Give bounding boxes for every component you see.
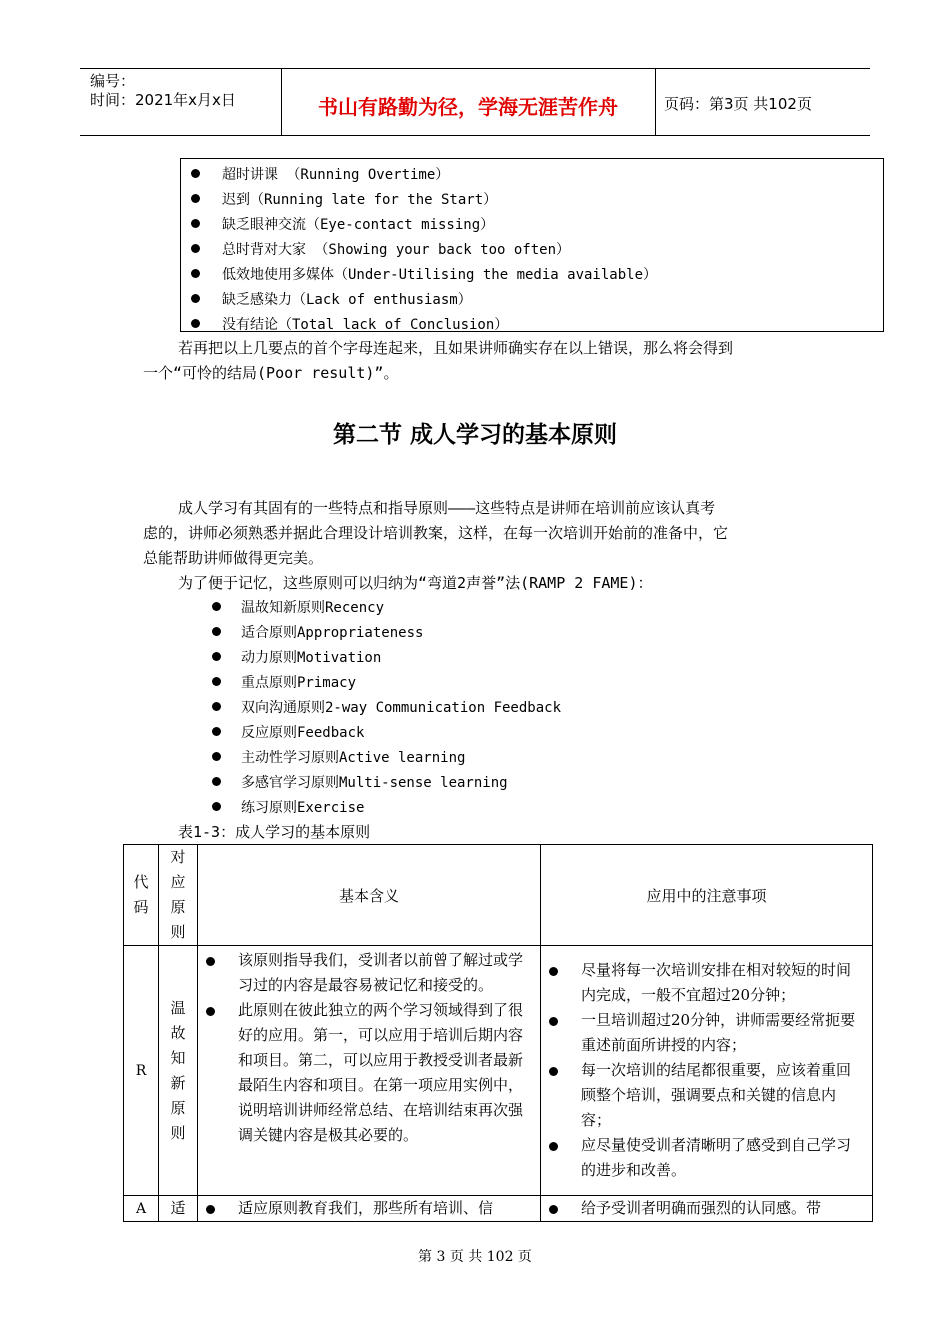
notes-cell (541, 1196, 873, 1222)
header-motto: 书山有路勤为径，学海无涯苦作舟 (318, 95, 618, 119)
header-bottom-rule (80, 135, 870, 136)
list-item: 每一次培训的结尾都很重要，应该着重回顾整个培训，强调要点和关键的信息内容； (547, 1058, 864, 1133)
principle-cell: 温故知新原则 (159, 946, 198, 1196)
list-item: 适应原则教育我们，那些所有培训、信 (204, 1196, 532, 1221)
header-cell: 代码 (124, 845, 159, 946)
paragraph: 为了便于记忆，这些原则可以归纳为“弯道2声誉”法(RAMP 2 FAME)： (178, 574, 653, 592)
list-item: 尽量将每一次培训安排在相对较短的时间内完成，一般不宜超过20分钟； (547, 958, 864, 1008)
list-item: 缺乏眼神交流（Eye-contact missing） (191, 213, 883, 238)
mistakes-box (180, 158, 884, 332)
list-item: 重点原则Primacy (212, 671, 561, 696)
header-cell: 对应原则 (159, 845, 198, 946)
bullet-icon (212, 777, 221, 786)
date-label: 时间：2021年x月x日 (90, 91, 236, 109)
bullet-icon (206, 957, 215, 966)
list-item: 动力原则Motivation (212, 646, 561, 671)
bullet-icon (191, 194, 200, 203)
bullet-icon (206, 1205, 215, 1214)
list-item: 迟到（Running late for the Start） (191, 188, 883, 213)
bullet-icon (191, 244, 200, 253)
bullet-icon (549, 967, 558, 976)
list-item: 给予受训者明确而强烈的认同感。带 (547, 1196, 864, 1221)
list-item: 练习原则Exercise (212, 796, 561, 821)
bullet-icon (549, 1067, 558, 1076)
list-item: 反应原则Feedback (212, 721, 561, 746)
header-cell: 应用中的注意事项 (541, 845, 873, 946)
notes-cell (541, 946, 873, 1196)
bullet-icon (206, 1007, 215, 1016)
list-item: 温故知新原则Recency (212, 596, 561, 621)
table-row (124, 946, 873, 1196)
list-item: 低效地使用多媒体（Under-Utilising the media available） (191, 263, 883, 288)
list-item: 主动性学习原则Active learning (212, 746, 561, 771)
list-item: 双向沟通原则2-way Communication Feedback (212, 696, 561, 721)
header-divider (655, 68, 656, 136)
bullet-icon (212, 652, 221, 661)
code-cell: R (124, 946, 159, 1196)
section-title: 第二节 成人学习的基本原则 (332, 422, 617, 448)
list-item: 缺乏感染力（Lack of enthusiasm） (191, 288, 883, 313)
meaning-cell (198, 1196, 541, 1222)
list-item: 多感官学习原则Multi-sense learning (212, 771, 561, 796)
table-row (124, 1196, 873, 1222)
bullet-icon (191, 169, 200, 178)
list-item: 超时讲课 （Running Overtime） (191, 163, 883, 188)
code-cell: A (124, 1196, 159, 1222)
header-top-rule (80, 68, 870, 69)
table-caption: 表1-3：成人学习的基本原则 (178, 823, 371, 841)
bullet-icon (191, 319, 200, 328)
list-item: 应尽量使受训者清晰明了感受到自己学习的进步和改善。 (547, 1133, 864, 1183)
table-header-row (124, 845, 873, 946)
bullet-icon (191, 269, 200, 278)
bullet-icon (212, 702, 221, 711)
paragraph: 虑的，讲师必须熟悉并据此合理设计培训教案，这样，在每一次培训开始前的准备中，它 (143, 524, 729, 542)
list-item: 适合原则Appropriateness (212, 621, 561, 646)
bullet-icon (212, 602, 221, 611)
header-divider (281, 68, 282, 136)
list-item: 没有结论（Total lack of Conclusion） (191, 313, 883, 338)
paragraph: 一个“可怜的结局(Poor result)”。 (143, 364, 399, 382)
paragraph: 若再把以上几要点的首个字母连起来，且如果讲师确实存在以上错误，那么将会得到 (178, 339, 734, 357)
paragraph: 总能帮助讲师做得更完美。 (143, 549, 324, 567)
bullet-icon (212, 752, 221, 761)
page-footer: 第 3 页 共 102 页 (418, 1249, 532, 1265)
bullet-icon (549, 1205, 558, 1214)
bullet-icon (549, 1142, 558, 1151)
header-info (90, 72, 236, 110)
bullet-icon (212, 802, 221, 811)
bullet-icon (191, 219, 200, 228)
number-label: 编号： (90, 72, 136, 90)
principle-cell: 适 (159, 1196, 198, 1222)
meaning-cell (198, 946, 541, 1196)
bullet-icon (212, 627, 221, 636)
list-item: 此原则在彼此独立的两个学习领域得到了很好的应用。第一，可以应用于培训后期内容和项目。第二，可以应用于教授受训者最新最陌生内容和项目。在第一项应用实例中，说明培训讲师经常总结、在培训结束再次强调关键内容是极其必要的。 (204, 998, 532, 1148)
list-item: 一旦培训超过20分钟，讲师需要经常扼要重述前面所讲授的内容； (547, 1008, 864, 1058)
principles-table (123, 844, 873, 1222)
list-item: 总时背对大家 （Showing your back too often） (191, 238, 883, 263)
principles-list (212, 596, 561, 821)
list-item: 该原则指导我们，受训者以前曾了解过或学习过的内容是最容易被记忆和接受的。 (204, 948, 532, 998)
bullet-icon (212, 677, 221, 686)
bullet-icon (549, 1017, 558, 1026)
paragraph: 成人学习有其固有的一些特点和指导原则———这些特点是讲师在培训前应该认真考 (178, 499, 716, 517)
header-cell: 基本含义 (198, 845, 541, 946)
bullet-icon (191, 294, 200, 303)
bullet-icon (212, 727, 221, 736)
header-page-label: 页码：第3页 共102页 (664, 95, 812, 113)
